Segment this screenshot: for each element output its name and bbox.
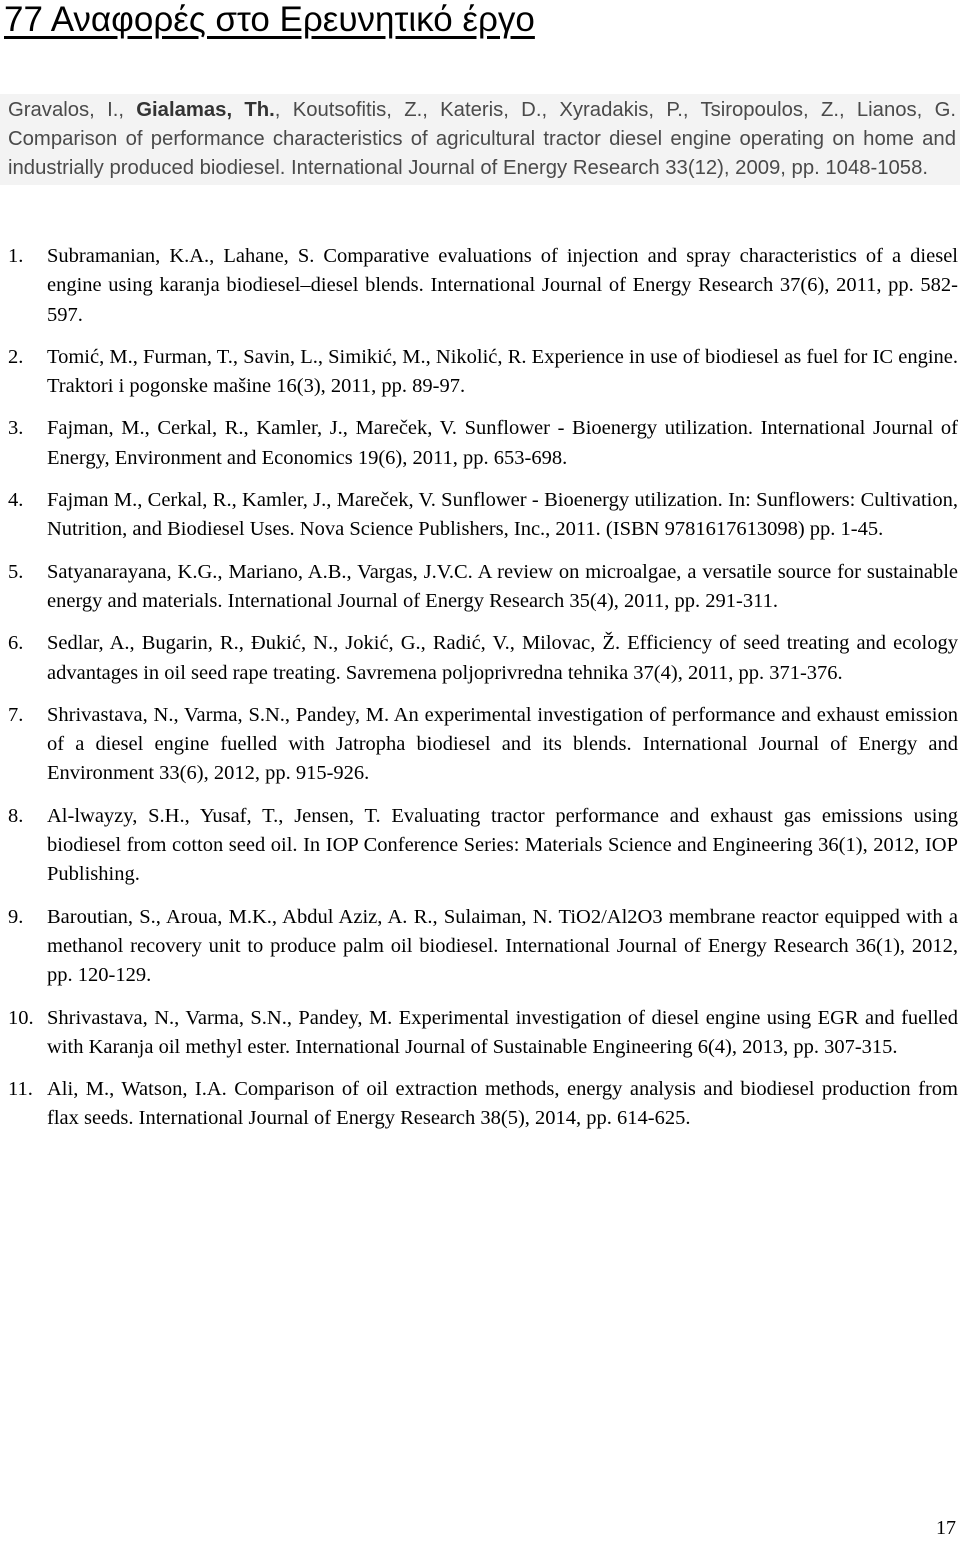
reference-number: 8.	[8, 804, 24, 827]
reference-item	[8, 242, 958, 330]
reference-text: Satyanarayana, K.G., Mariano, A.B., Vargas, J.V.C. A review on microalgae, a versatile source for sustainable energy and materials. International Journal of Energy Research 35(4), 2011, pp. 291-311.	[47, 560, 958, 612]
page-number: 17	[936, 1517, 956, 1539]
reference-number: 7.	[8, 703, 24, 726]
reference-item	[8, 486, 958, 545]
reference-item	[8, 802, 958, 890]
reference-text: Tomić, M., Furman, T., Savin, L., Simikić, M., Nikolić, R. Experience in use of biodiesel as fuel for IC engine. Traktori i pogonske mašine 16(3), 2011, pp. 89-97.	[47, 345, 958, 398]
reference-text: Fajman M., Cerkal, R., Kamler, J., Mareček, V. Sunflower - Bioenergy utilization. In: Sunflowers: Cultivation, Nutrition, and Biodiesel Uses. Nova Science Publishers, Inc., 2011. (ISBN 9781617613098) pp. 1-45.	[47, 489, 958, 541]
reference-number: 2.	[8, 345, 24, 368]
page-title: 77 Αναφορές στο Ερευνητικό έργο	[4, 0, 535, 39]
reference-text: Shrivastava, N., Varma, S.N., Pandey, M. An experimental investigation of performance and exhaust emission of a diesel engine fuelled with Jatropha biodiesel and its blends. International Journal of Energy and Environment 33(6), 2012, pp. 915-926.	[47, 703, 958, 785]
reference-number: 10.	[8, 1006, 34, 1029]
reference-number: 1.	[8, 245, 24, 267]
reference-text: Subramanian, K.A., Lahane, S. Comparative evaluations of injection and spray characteristics of a diesel engine using karanja biodiesel–diesel blends. International Journal of Energy Research 37(6), 2011, pp. 582-597.	[47, 245, 958, 326]
reference-number: 5.	[8, 560, 24, 583]
reference-text: Baroutian, S., Aroua, M.K., Abdul Aziz, A. R., Sulaiman, N. TiO2/Al2O3 membrane reactor equipped with a methanol recovery unit to produce palm oil biodiesel. International Journal of Energy Research 36(1), 2012, pp. 120-129.	[47, 905, 958, 987]
cited-work-bold-author: Gialamas, Th.	[136, 99, 275, 121]
reference-number: 9.	[8, 905, 24, 928]
reference-item	[8, 1075, 958, 1134]
cited-work-authors-before: Gravalos, I.,	[8, 99, 137, 121]
reference-text: Ali, M., Watson, I.A. Comparison of oil extraction methods, energy analysis and biodiesel production from flax seeds. International Journal of Energy Research 38(5), 2014, pp. 614-625.	[47, 1078, 958, 1130]
reference-item	[8, 1004, 958, 1063]
reference-number: 3.	[8, 417, 24, 440]
reference-item	[8, 701, 958, 789]
reference-text: Al-lwayzy, S.H., Yusaf, T., Jensen, T. Evaluating tractor performance and exhaust gas emissions using biodiesel from cotton seed oil. In IOP Conference Series: Materials Science and Engineering 36(1), 2012, IOP Publishing.	[47, 804, 958, 886]
reference-item	[8, 343, 958, 402]
cited-work	[0, 94, 960, 185]
reference-item	[8, 414, 958, 473]
cited-work-rest: , Koutsofitis, Z., Kateris, D., Xyradakis, P., Tsiropoulos, Z., Lianos, G. Comparison of performance characteristics of agricultural tractor diesel engine operating on home and industrially produced biodiesel. International Journal of Energy Research 33(12), 2009, pp. 1048-1058.	[8, 99, 956, 179]
reference-text: Sedlar, A., Bugarin, R., Đukić, N., Jokić, G., Radić, V., Milovac, Ž. Efficiency of seed treating and ecology advantages in oil seed rape treating. Savremena poljoprivredna tehnika 37(4), 2011, pp. 371-376.	[47, 632, 958, 684]
reference-item	[8, 629, 958, 688]
reference-text: Shrivastava, N., Varma, S.N., Pandey, M. Experimental investigation of diesel engine using EGR and fuelled with Karanja oil methyl ester. International Journal of Sustainable Engineering 6(4), 2013, pp. 307-315.	[47, 1006, 958, 1058]
reference-number: 4.	[8, 489, 24, 512]
reference-number: 11.	[8, 1078, 33, 1101]
reference-item	[8, 903, 958, 991]
reference-text: Fajman, M., Cerkal, R., Kamler, J., Mareček, V. Sunflower - Bioenergy utilization. International Journal of Energy, Environment and Economics 19(6), 2011, pp. 653-698.	[47, 417, 958, 469]
reference-item	[8, 558, 958, 617]
reference-list	[8, 242, 958, 1134]
reference-number: 6.	[8, 632, 24, 655]
